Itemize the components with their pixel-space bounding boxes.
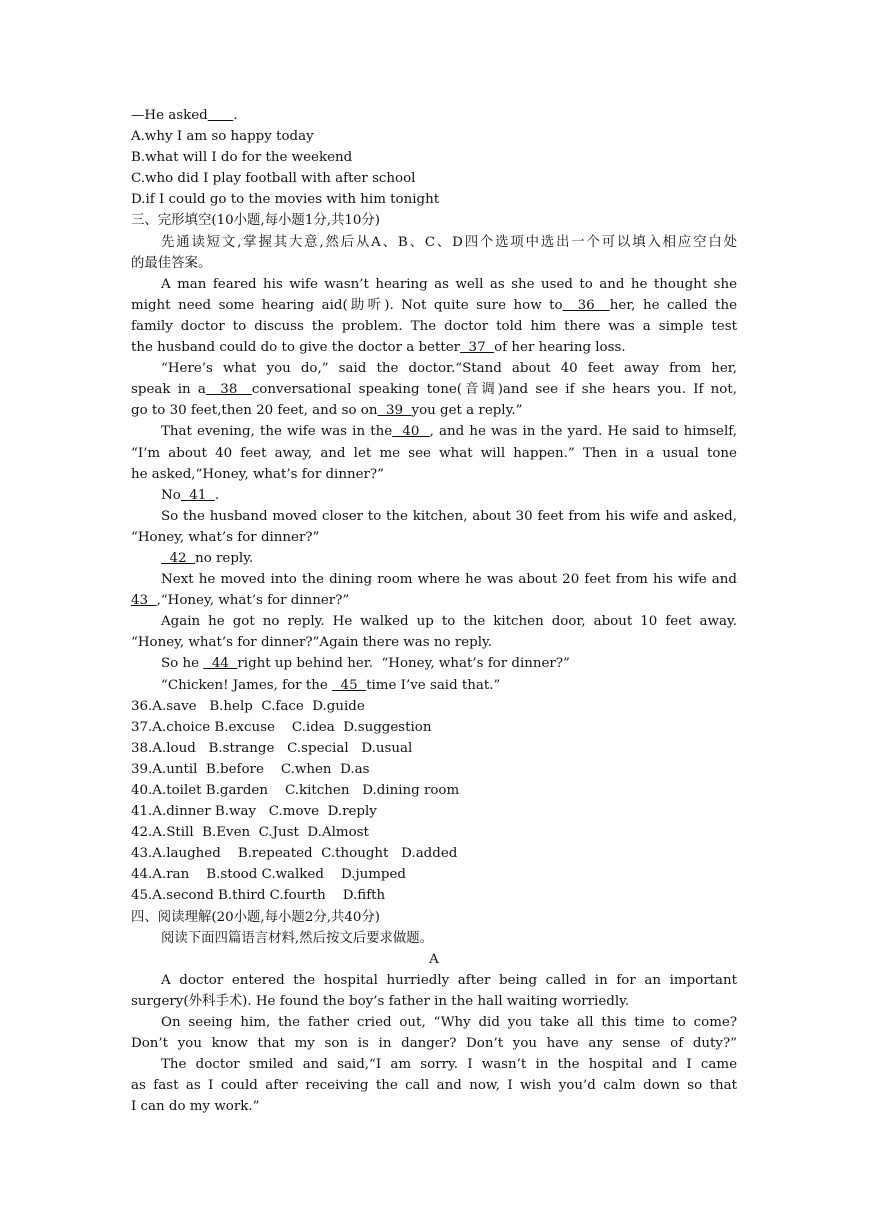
answer-blank: 44 bbox=[203, 656, 238, 672]
cloze-option-row: 45.A.second B.third C.fourth D.fifth bbox=[131, 888, 386, 904]
answer-blank: 43 bbox=[131, 593, 157, 609]
passage-text: So he bbox=[161, 656, 204, 672]
passage-text: no reply. bbox=[195, 550, 254, 566]
passage-text: No bbox=[161, 487, 181, 503]
passage-line bbox=[131, 337, 737, 358]
answer-blank: 36 bbox=[562, 297, 610, 313]
passage-text: you get a reply.” bbox=[411, 403, 523, 419]
question-stem bbox=[131, 105, 737, 126]
answer-blank: 39 bbox=[377, 403, 412, 419]
passage-label: A bbox=[429, 951, 439, 967]
instruction-cloze: 先通读短文,掌握其大意,然后从A、B、C、D四个选项中选出一个可以填入相应空白处 bbox=[161, 234, 737, 250]
passage-line: Again he got no reply. He walked up to the kitchen door, about 10 feet away. bbox=[161, 614, 737, 630]
passage-line: Don’t you know that my son is in danger? Don’t you have any sense of duty?” bbox=[131, 1036, 737, 1052]
answer-blank: 38 bbox=[205, 382, 252, 398]
passage-line: family doctor to discuss the problem. The doctor told him there was a simple test bbox=[131, 318, 737, 334]
passage-text: go to 30 feet,then 20 feet, and so on bbox=[131, 403, 378, 419]
cloze-passage bbox=[131, 274, 737, 696]
answer-blank: 40 bbox=[392, 424, 430, 440]
instruction-cloze-cont: 的最佳答案。 bbox=[131, 255, 212, 271]
passage-line: surgery(外科手术). He found the boy’s father in the hall waiting worriedly. bbox=[131, 993, 630, 1009]
passage-text: of her hearing loss. bbox=[494, 340, 626, 356]
option-d: D.if I could go to the movies with him tonight bbox=[131, 192, 440, 208]
passage-line bbox=[131, 421, 737, 442]
passage-line: “Here’s what you do,” said the doctor.“Stand about 40 feet away from her, bbox=[161, 361, 737, 377]
passage-line bbox=[131, 548, 737, 569]
passage-line: he asked,“Honey, what’s for dinner?” bbox=[131, 466, 384, 482]
passage-line bbox=[131, 379, 737, 400]
instruction-reading: 阅读下面四篇语言材料,然后按文后要求做题。 bbox=[161, 930, 434, 946]
passage-line: “Honey, what’s for dinner?”Again there was no reply. bbox=[131, 635, 493, 651]
cloze-option-row: 36.A.save B.help C.face D.guide bbox=[131, 698, 365, 714]
passage-line: as fast as I could after receiving the call and now, I wish you’d calm down so that bbox=[131, 1078, 737, 1094]
question-stem-text: —He asked bbox=[131, 108, 208, 123]
passage-text: , and he was in the yard. He said to himself, bbox=[429, 424, 737, 440]
passage-line bbox=[131, 653, 737, 674]
section-heading-cloze: 三、完形填空(10小题,每小题1分,共10分) bbox=[131, 213, 381, 229]
passage-text: the husband could do to give the doctor a better bbox=[131, 340, 461, 356]
cloze-option-row: 43.A.laughed B.repeated C.thought D.added bbox=[131, 846, 458, 862]
passage-text: ,“Honey, what’s for dinner?” bbox=[156, 593, 350, 609]
exam-page bbox=[131, 105, 737, 1118]
cloze-option-row: 40.A.toilet B.garden C.kitchen D.dining room bbox=[131, 783, 460, 798]
passage-line bbox=[131, 590, 737, 611]
passage-line bbox=[131, 485, 737, 506]
answer-blank bbox=[208, 108, 234, 123]
question-stem-end: . bbox=[233, 108, 238, 123]
cloze-option-row: 42.A.Still B.Even C.Just D.Almost bbox=[131, 825, 369, 841]
passage-line: “Honey, what’s for dinner?” bbox=[131, 529, 320, 545]
passage-line: So the husband moved closer to the kitchen, about 30 feet from his wife and asked, bbox=[161, 508, 737, 524]
answer-blank: 45 bbox=[332, 677, 367, 693]
cloze-option-row: 38.A.loud B.strange C.special D.usual bbox=[131, 740, 413, 756]
passage-line: The doctor smiled and said,“I am sorry. I wasn’t in the hospital and I came bbox=[161, 1057, 737, 1073]
answer-blank: 37 bbox=[460, 340, 495, 356]
option-b: B.what will I do for the weekend bbox=[131, 150, 353, 166]
answer-blank: 41 bbox=[180, 487, 215, 503]
passage-line bbox=[131, 675, 737, 696]
passage-line: I can do my work.” bbox=[131, 1099, 260, 1115]
cloze-option-row: 41.A.dinner B.way C.move D.reply bbox=[131, 804, 377, 820]
passage-text: That evening, the wife was in the bbox=[161, 424, 393, 440]
passage-line bbox=[131, 295, 737, 316]
cloze-option-row: 44.A.ran B.stood C.walked D.jumped bbox=[131, 867, 407, 883]
passage-line: A man feared his wife wasn’t hearing as well as she used to and he thought she bbox=[161, 276, 737, 292]
passage-text: her, he called the bbox=[609, 297, 737, 313]
option-a: A.why I am so happy today bbox=[131, 129, 314, 145]
passage-line: “I’m about 40 feet away, and let me see what will happen.” Then in a usual tone bbox=[131, 445, 737, 461]
passage-text: . bbox=[214, 487, 220, 503]
cloze-option-row: 39.A.until B.before C.when D.as bbox=[131, 761, 370, 777]
cloze-option-row: 37.A.choice B.excuse C.idea D.suggestion bbox=[131, 719, 432, 735]
passage-text: time I’ve said that.” bbox=[366, 677, 501, 693]
passage-line bbox=[131, 400, 737, 421]
cloze-options bbox=[131, 696, 737, 907]
option-c: C.who did I play football with after school bbox=[131, 171, 416, 187]
passage-text: speak in a bbox=[131, 382, 206, 398]
passage-text: conversational speaking tone(音调)and see if she hears you. If not, bbox=[251, 382, 737, 398]
reading-passage bbox=[131, 970, 737, 1118]
passage-text: might need some hearing aid(助听). Not quite sure how to bbox=[131, 297, 563, 313]
section-heading-reading: 四、阅读理解(20小题,每小题2分,共40分) bbox=[131, 909, 381, 925]
passage-line: On seeing him, the father cried out, “Why did you take all this time to come? bbox=[161, 1015, 737, 1031]
passage-text: right up behind her. “Honey, what’s for dinner?” bbox=[237, 656, 570, 672]
passage-text: “Chicken! James, for the bbox=[161, 677, 333, 693]
passage-line: A doctor entered the hospital hurriedly after being called in for an important bbox=[161, 972, 737, 988]
passage-line: Next he moved into the dining room where he was about 20 feet from his wife and bbox=[161, 572, 737, 588]
answer-blank: 42 bbox=[161, 550, 196, 566]
